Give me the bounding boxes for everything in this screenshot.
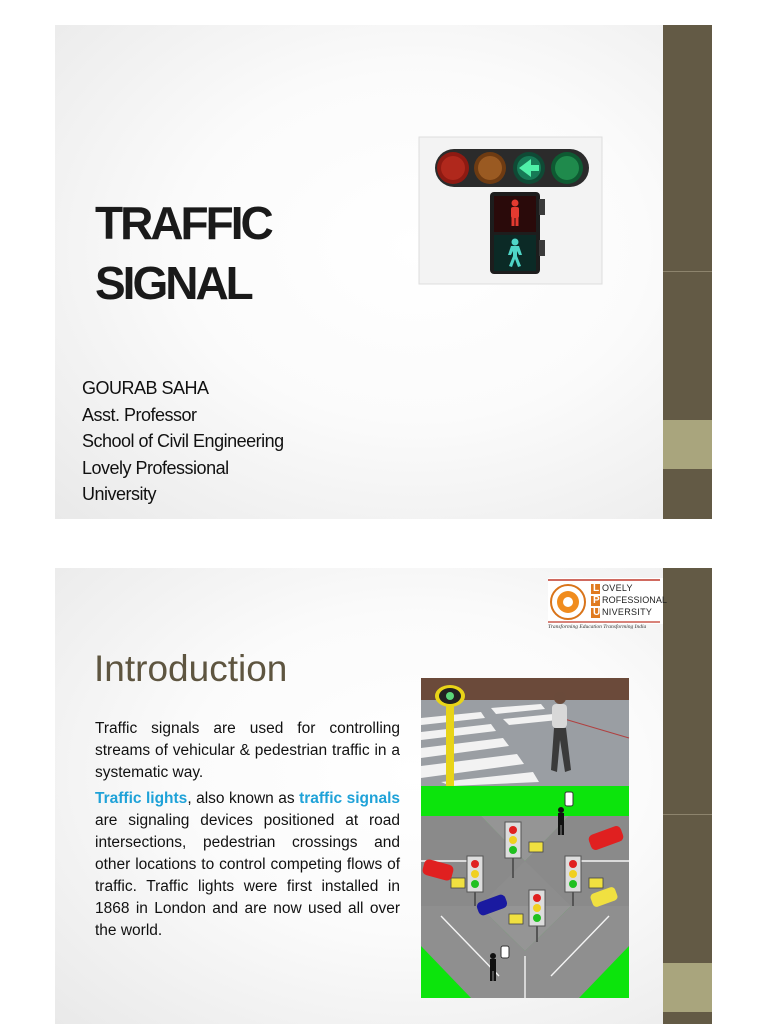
logo-line-3: NIVERSITY bbox=[602, 607, 653, 617]
logo-letter-l: L bbox=[593, 583, 600, 594]
slide-sidebar bbox=[663, 568, 712, 1024]
sidebar-highlight bbox=[663, 420, 712, 469]
logo-line-1: OVELY bbox=[602, 583, 633, 593]
slide-title: TRAFFIC SIGNAL bbox=[95, 197, 271, 309]
author-university: Lovely Professional bbox=[82, 457, 229, 478]
author-school: School of Civil Engineering bbox=[82, 431, 284, 451]
title-slide bbox=[55, 25, 712, 519]
traffic-light-image bbox=[419, 137, 602, 284]
slide-title: Introduction bbox=[94, 648, 288, 689]
logo-letter-u: U bbox=[593, 607, 601, 618]
slide-sidebar bbox=[663, 25, 712, 519]
logo-line-2: ROFESSIONAL bbox=[602, 595, 668, 605]
intro-paragraph-2: Traffic lights, also known as traffic signals are signaling devices positioned at road intersections, pedestrian crossings and other locations to control competing flows of traffic. Traffic lights were first installed in 1868 in London and are now used all over the world. bbox=[95, 790, 400, 939]
author-name: GOURAB SAHA bbox=[82, 378, 209, 398]
logo-tagline: Transforming Education Transforming India bbox=[548, 624, 647, 630]
introduction-slide bbox=[55, 568, 712, 1024]
intersection-diagram-image bbox=[421, 786, 629, 998]
pedestrian-crossing-image bbox=[421, 678, 629, 786]
sidebar-highlight bbox=[663, 963, 712, 1012]
logo-letter-p: P bbox=[593, 595, 600, 606]
term-traffic-signals: traffic signals bbox=[299, 790, 400, 807]
term-traffic-lights: Traffic lights bbox=[95, 790, 188, 807]
author-title: Asst. Professor bbox=[82, 404, 197, 425]
intro-paragraph-1: Traffic signals are used for controlling streams of vehicular & pedestrian traffic in a systematic way. bbox=[95, 720, 400, 781]
author-university-cont: University bbox=[82, 484, 157, 504]
author-block bbox=[82, 375, 284, 508]
university-logo bbox=[548, 578, 668, 634]
